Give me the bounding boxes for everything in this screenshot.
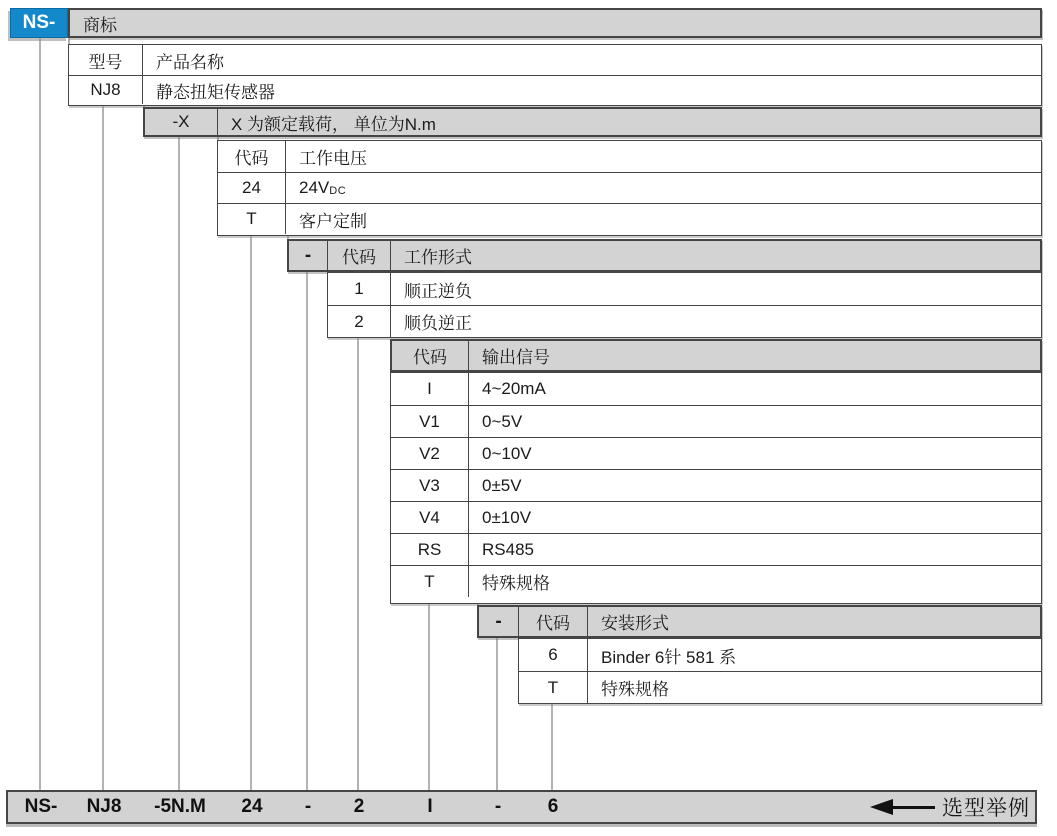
output-desc-v2: 0~10V (482, 443, 532, 463)
brand-prefix-box (10, 8, 68, 38)
output-desc-v3: 0±5V (482, 475, 522, 495)
mounting-code-t: T (519, 672, 588, 703)
example-token: NS- (24, 796, 58, 817)
table-row (519, 639, 1041, 671)
voltage-desc-main: 24V (299, 178, 330, 197)
table-mounting (518, 638, 1042, 704)
mounting-desc-6: Binder 6针 581 系 (601, 647, 737, 667)
voltage-desc-t: 客户定制 (299, 211, 367, 231)
rated-load-desc: X 为额定载荷， 单位为N.m (231, 114, 436, 134)
example-token: I (427, 796, 433, 817)
connector-line (496, 638, 498, 790)
example-token: -5N.M (154, 796, 206, 817)
voltage-desc-subscript: DC (329, 184, 347, 197)
table-row (391, 373, 1041, 405)
table-model (68, 44, 1042, 106)
table-rated-load (143, 107, 1042, 137)
table-row (391, 501, 1041, 533)
trademark-header-row (68, 8, 1042, 38)
mounting-code-header: 代码 (519, 607, 588, 636)
output-code-v4: V4 (391, 502, 469, 533)
working-mode-desc-1: 顺正逆负 (404, 281, 472, 301)
voltage-desc-24 (286, 173, 1041, 203)
mounting-dash: - (479, 607, 519, 636)
output-desc-v1: 0~5V (482, 411, 523, 431)
mounting-code-6: 6 (519, 639, 588, 671)
model-desc-value: 静态扭矩传感器 (156, 82, 275, 102)
output-desc-v4: 0±10V (482, 507, 532, 527)
output-code-t: T (391, 566, 469, 597)
voltage-code-header: 代码 (218, 141, 286, 172)
example-token: 6 (547, 796, 559, 817)
output-code-header: 代码 (392, 341, 469, 370)
table-output-signal (390, 372, 1042, 604)
output-code-v1: V1 (391, 406, 469, 437)
voltage-desc-header: 工作电压 (299, 149, 367, 168)
example-bar (6, 790, 1037, 824)
working-mode-code-2: 2 (328, 306, 391, 337)
output-desc-rs: RS485 (482, 539, 534, 559)
example-token: - (494, 796, 502, 817)
table-voltage (217, 140, 1042, 236)
table-working-mode (327, 272, 1042, 338)
example-token: 24 (241, 796, 263, 817)
output-code-v3: V3 (391, 470, 469, 501)
model-code-value: NJ8 (69, 76, 143, 104)
model-code-header: 型号 (69, 45, 143, 75)
table-row (218, 141, 1041, 172)
example-token: 2 (353, 796, 365, 817)
table-row (391, 405, 1041, 437)
connector-line (306, 272, 308, 790)
working-mode-header-row (287, 239, 1042, 272)
connector-line (178, 137, 180, 790)
output-code-i: I (391, 373, 469, 405)
example-token: NJ8 (86, 796, 122, 817)
table-row (391, 565, 1041, 597)
output-signal-header-row (390, 339, 1042, 372)
working-mode-code-header: 代码 (328, 241, 391, 270)
arrow-shaft (893, 806, 935, 809)
example-label: 选型举例 (942, 797, 1030, 820)
mounting-header-row (477, 605, 1042, 638)
output-code-rs: RS (391, 534, 469, 565)
working-mode-desc-2: 顺负逆正 (404, 314, 472, 333)
table-row (328, 273, 1041, 305)
connector-line (551, 704, 553, 790)
connector-line (428, 603, 430, 790)
example-pointer (870, 792, 1030, 822)
table-row (69, 75, 1041, 104)
voltage-code-24: 24 (218, 173, 286, 203)
output-desc-t: 特殊规格 (482, 574, 550, 593)
output-code-v2: V2 (391, 438, 469, 469)
trademark-label: 商标 (83, 15, 117, 35)
table-row (328, 305, 1041, 337)
brand-prefix-label: NS- (22, 12, 56, 33)
rated-load-code: -X (145, 109, 218, 135)
table-row (391, 469, 1041, 501)
connector-line (39, 38, 41, 790)
model-desc-header: 产品名称 (156, 52, 224, 72)
table-row (391, 533, 1041, 565)
table-row (519, 671, 1041, 703)
mounting-desc-header: 安装形式 (601, 614, 669, 633)
connector-line (102, 104, 104, 790)
mounting-desc-t: 特殊规格 (601, 680, 669, 699)
connector-line (250, 236, 252, 790)
table-row (218, 203, 1041, 234)
output-desc-i: 4~20mA (482, 379, 546, 398)
working-mode-dash: - (289, 241, 328, 270)
connector-line (357, 338, 359, 790)
working-mode-desc-header: 工作形式 (404, 248, 472, 267)
table-row (391, 437, 1041, 469)
output-desc-header: 输出信号 (482, 348, 550, 367)
table-row (69, 45, 1041, 75)
table-row (218, 172, 1041, 203)
working-mode-code-1: 1 (328, 273, 391, 305)
arrow-left-icon (870, 799, 893, 815)
voltage-code-t: T (218, 204, 286, 234)
example-token: - (304, 796, 312, 817)
